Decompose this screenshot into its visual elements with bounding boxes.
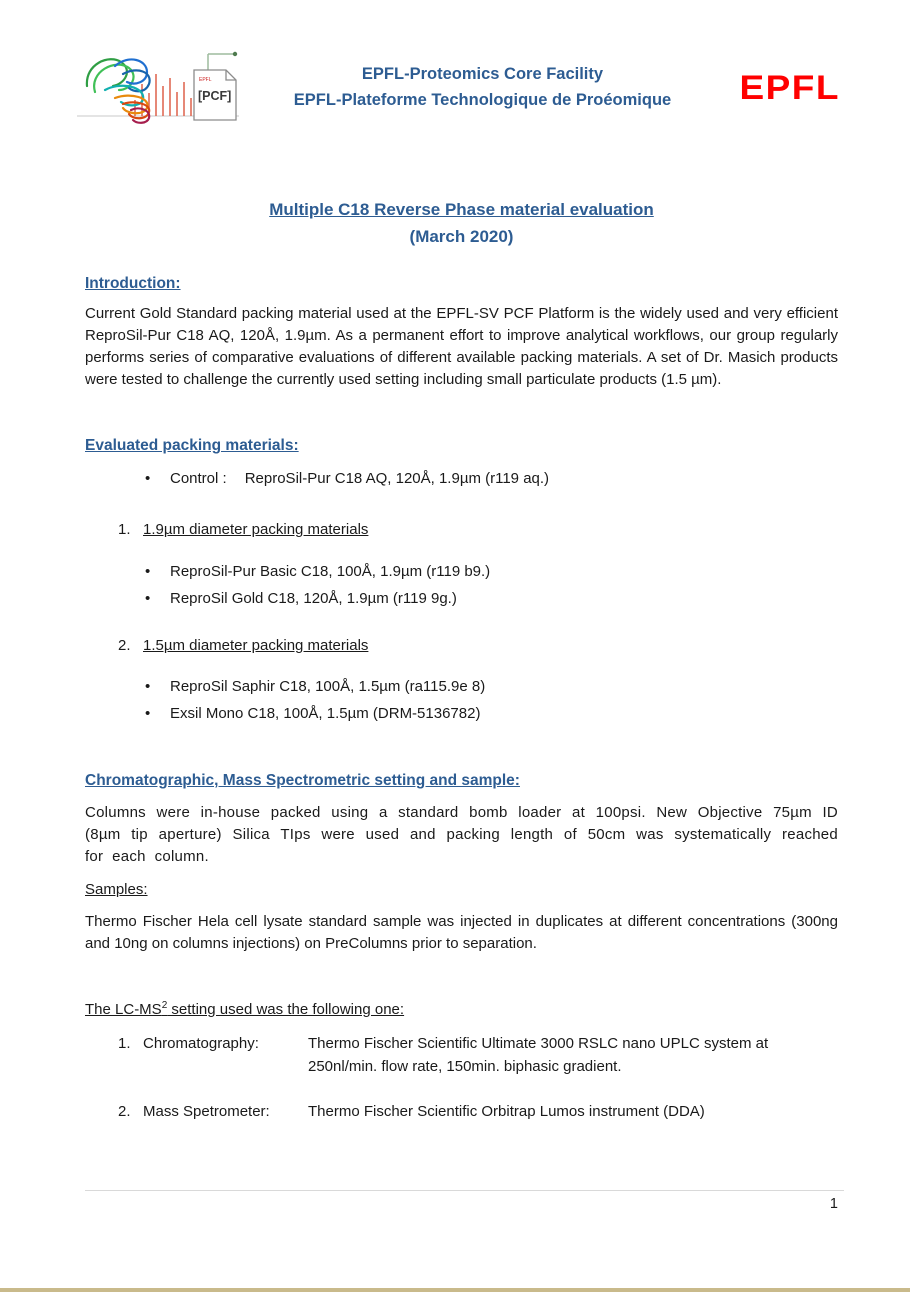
material-item-text: Exsil Mono C18, 100Å, 1.5µm (DRM-5136782) <box>170 705 481 722</box>
lcms-item-chromatography <box>85 1032 838 1078</box>
group-2-title: 1.5µm diameter packing materials <box>143 637 369 654</box>
samples-paragraph: Thermo Fischer Hela cell lysate standard sample was injected in duplicates at different concentrations (300ng and 10ng on columns injections) on PreColumns prior to separation. <box>85 913 838 952</box>
group-1-title: 1.9µm diameter packing materials <box>143 521 369 538</box>
bullet-icon: • <box>145 470 151 487</box>
material-item-text: ReproSil Gold C18, 120Å, 1.9µm (r119 9g.) <box>170 590 457 607</box>
group-2-number: 2. <box>118 637 131 654</box>
material-group-2-label <box>85 636 838 656</box>
epfl-logo: EPFL <box>739 68 840 106</box>
page-number: 1 <box>829 1196 838 1212</box>
bullet-icon: • <box>145 705 151 722</box>
list-item <box>145 585 838 612</box>
material-group-2-list <box>85 673 838 727</box>
control-value: ReproSil-Pur C18 AQ, 120Å, 1.9µm (r119 aq.) <box>244 470 550 487</box>
pcf-logo-tag-text: EPFL <box>199 77 212 83</box>
lcms-item-1-value: Thermo Fischer Scientific Ultimate 3000 RSLC nano UPLC system at 250nl/min. flow rate, 150min. biphasic gradient. <box>308 1035 769 1075</box>
list-item <box>145 700 838 727</box>
lcms-item-1-number: 1. <box>118 1035 131 1052</box>
control-label: Control : <box>170 470 227 487</box>
lcms-heading <box>85 996 838 1020</box>
header-org-line2: EPFL-Plateforme Technologique de Proéomique <box>293 91 672 109</box>
setup-heading: Chromatographic, Mass Spectrometric setting and sample: <box>85 772 520 789</box>
introduction-heading: Introduction: <box>85 275 181 292</box>
setup-paragraph: Columns were in-house packed using a standard bomb loader at 100psi. New Objective 75µm ID (8µm tip aperture) Silica TIps were used and packing length of 50cm was systematically reached for each column. <box>85 804 838 865</box>
lcms-item-1-label: Chromatography: <box>143 1035 259 1052</box>
lcms-heading-suffix: setting used was the following one: <box>167 1001 405 1018</box>
lcms-heading-prefix: The LC-MS <box>85 1001 162 1018</box>
lcms-heading-superscript: 2 <box>161 1000 168 1011</box>
pcf-logo-label-text: [PCF] <box>198 89 232 103</box>
material-group-1-list <box>85 558 838 612</box>
footer-divider <box>85 1190 844 1191</box>
list-item <box>145 673 838 700</box>
materials-heading: Evaluated packing materials: <box>85 437 299 454</box>
header-org-line1: EPFL-Proteomics Core Facility <box>361 65 604 83</box>
lcms-item-2-value: Thermo Fischer Scientific Orbitrap Lumos instrument (DDA) <box>308 1103 705 1120</box>
document-subtitle: (March 2020) <box>409 227 514 246</box>
material-item-text: ReproSil Saphir C18, 100Å, 1.5µm (ra115.9e 8) <box>170 678 486 695</box>
bullet-icon: • <box>145 563 151 580</box>
list-item <box>145 558 838 585</box>
lcms-item-2-label: Mass Spetrometer: <box>143 1103 270 1120</box>
material-group-1-label <box>85 520 838 540</box>
lcms-item-mass-spectrometer <box>85 1100 838 1123</box>
lcms-item-2-number: 2. <box>118 1103 131 1120</box>
document-title-block <box>85 196 838 250</box>
document-title: Multiple C18 Reverse Phase material evaluation <box>269 200 654 219</box>
samples-heading: Samples: <box>85 881 148 898</box>
material-item-text: ReproSil-Pur Basic C18, 100Å, 1.9µm (r119 b9.) <box>170 563 491 580</box>
next-page-edge <box>0 1288 910 1292</box>
control-material-item <box>85 468 838 490</box>
group-1-number: 1. <box>118 521 131 538</box>
document-body <box>85 0 838 1123</box>
introduction-paragraph: Current Gold Standard packing material used at the EPFL-SV PCF Platform is the widely used and very efficient ReproSil-Pur C18 AQ, 120Å, 1.9µm. As a permanent effort to improve analytical workflows, our group regularly performs series of comparative evaluations of different available packing materials. A set of Dr. Masich products were tested to challenge the currently used setting including small particulate products (1.5 µm). <box>85 305 838 388</box>
bullet-icon: • <box>145 590 151 607</box>
bullet-icon: • <box>145 678 151 695</box>
